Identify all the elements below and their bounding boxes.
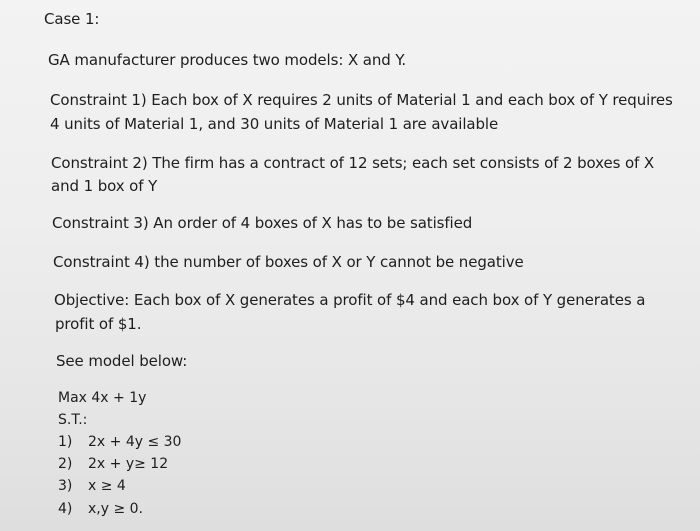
constraint-2-line-2: and 1 box of Y <box>51 177 158 195</box>
constraint-number: 1) <box>58 434 73 450</box>
constraint-expression: 2x + 4y ≤ 30 <box>88 434 182 450</box>
case-title: Case 1: <box>44 10 100 28</box>
model-subject-to: S.T.: <box>58 412 88 428</box>
objective-line-1: Objective: Each box of X generates a profit of $4 and each box of Y generates a <box>54 291 646 309</box>
constraint-number: 4) <box>58 501 73 517</box>
model-objective: Max 4x + 1y <box>58 390 147 406</box>
constraint-2-line-1: Constraint 2) The firm has a contract of 12 sets; each set consists of 2 boxes of X <box>51 154 655 172</box>
objective-line-2: profit of $1. <box>55 315 142 333</box>
model-constraint-1 <box>58 432 181 452</box>
constraint-expression: 2x + y≥ 12 <box>88 456 169 472</box>
constraint-1-line-1: Constraint 1) Each box of X requires 2 units of Material 1 and each box of Y requires <box>50 91 673 109</box>
model-constraint-4 <box>58 499 143 519</box>
model-constraint-3 <box>58 476 126 496</box>
intro-text: GA manufacturer produces two models: X and Y. <box>48 51 407 69</box>
constraint-expression: x ≥ 4 <box>88 478 126 494</box>
constraint-4-text: Constraint 4) the number of boxes of X or Y cannot be negative <box>53 253 524 271</box>
constraint-expression: x,y ≥ 0. <box>88 501 144 517</box>
see-model-text: See model below: <box>56 352 188 370</box>
constraint-number: 2) <box>58 456 73 472</box>
constraint-1-line-2: 4 units of Material 1, and 30 units of Material 1 are available <box>50 115 499 133</box>
constraint-number: 3) <box>58 478 73 494</box>
constraint-3-text: Constraint 3) An order of 4 boxes of X has to be satisfied <box>52 214 473 232</box>
model-constraint-2 <box>58 454 168 474</box>
